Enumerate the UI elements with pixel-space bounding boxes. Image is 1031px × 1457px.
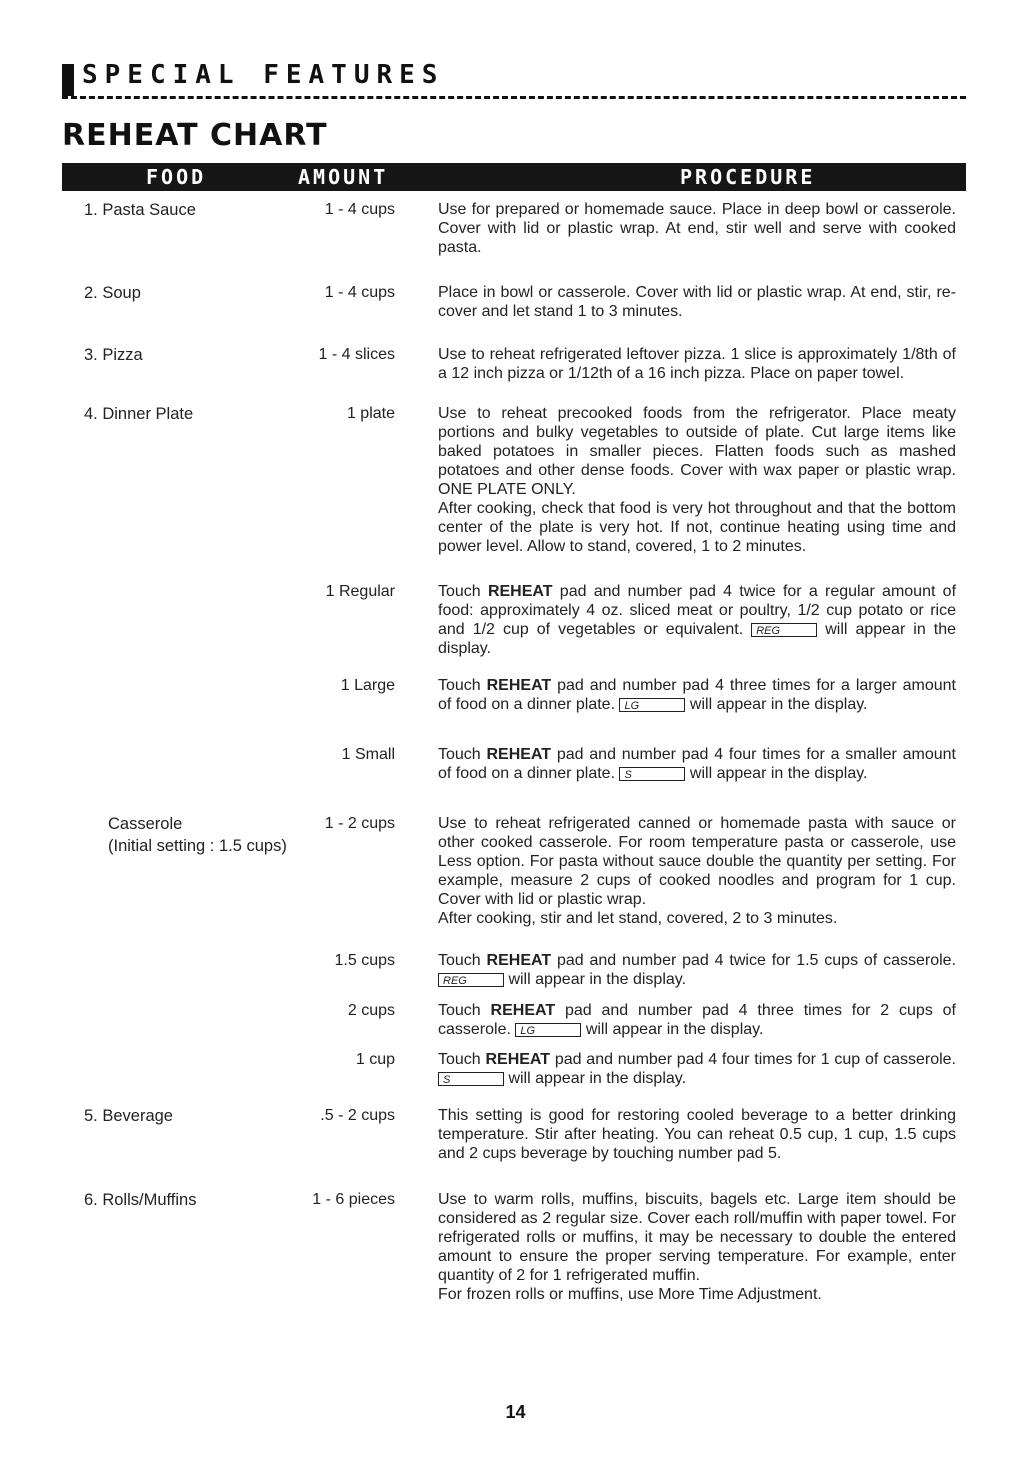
- table-header: [62, 163, 966, 191]
- procedure-cell: Place in bowl or casserole. Cover with lid or plastic wrap. At end, stir, re-cover and let stand 1 to 3 minutes.: [438, 284, 956, 320]
- food-cell: 1. Pasta Sauce: [84, 201, 196, 219]
- procedure-text: pad and number pad 4 three times for 2 cups of casserole.: [438, 1002, 957, 1038]
- procedure-text: Touch: [438, 1002, 491, 1019]
- page-number: 14: [505, 1402, 526, 1422]
- procedure-text: will appear in the display.: [581, 1021, 764, 1038]
- amount-cell: 2 cups: [347, 1002, 395, 1019]
- procedure-cell: [438, 676, 956, 714]
- procedure-paragraph: Use to warm rolls, muffins, biscuits, bagels etc. Large item should be considered as 2 regular size. Cover each roll/muffin with paper towel. For refrigerated rolls or muffins, it may be necessary to double the entered amount to ensure the proper serving temperature. For example, enter quantity of 2 for 1 refrigerated muffin.: [438, 1191, 956, 1284]
- section-marker: [62, 64, 74, 96]
- procedure-cell: [438, 582, 956, 658]
- procedure-text: Touch: [438, 583, 488, 600]
- amount-cell: 1 - 4 cups: [324, 284, 395, 301]
- procedure-text: pad and number pad 4 four times for 1 cup of casserole.: [550, 1051, 956, 1068]
- procedure-cell: [438, 1001, 956, 1039]
- procedure-text: will appear in the display.: [504, 1070, 687, 1087]
- food-note: (Initial setting : 1.5 cups): [108, 837, 287, 855]
- amount-cell: 1 - 4 cups: [324, 201, 395, 218]
- procedure-paragraph: After cooking, check that food is very hot throughout and that the bottom center of the plate is very hot. If not, continue heating using time and power level. Allow to stand, covered, 1 to 2 minutes.: [438, 500, 956, 555]
- amount-cell: 1.5 cups: [334, 952, 395, 969]
- amount-cell: 1 Large: [340, 677, 395, 694]
- procedure-cell: [438, 745, 956, 783]
- section-title: SPECIAL FEATURES: [82, 60, 445, 90]
- amount-cell: 1 - 6 pieces: [312, 1191, 395, 1208]
- amount-cell: .5 - 2 cups: [320, 1107, 395, 1124]
- food-cell: 6. Rolls/Muffins: [84, 1191, 197, 1209]
- chart-title: REHEAT CHART: [62, 118, 328, 153]
- procedure-cell: [438, 1190, 956, 1304]
- procedure-cell: [438, 1050, 956, 1088]
- procedure-text: Touch: [438, 1051, 486, 1068]
- amount-cell: 1 - 2 cups: [324, 815, 395, 832]
- header-procedure: PROCEDURE: [680, 165, 816, 189]
- amount-cell: 1 plate: [346, 405, 395, 422]
- procedure-cell: Use for prepared or homemade sauce. Place in deep bowl or casserole. Cover with lid or plastic wrap. At end, stir well and serve with cooked pasta.: [438, 201, 956, 256]
- procedure-text: pad and number pad 4 twice for 1.5 cups of casserole.: [551, 952, 957, 969]
- procedure-text: pad and number pad 4 twice for a regular amount of food: approximately 4 oz. sliced meat or poultry, 1/2 cup potato or rice and 1/2 cup of vegetables or equivalent.: [438, 583, 957, 638]
- reheat-key-label: REHEAT: [486, 746, 552, 763]
- amount-cell: 1 Regular: [325, 583, 395, 600]
- procedure-text: Touch: [438, 746, 487, 763]
- food-cell: 4. Dinner Plate: [84, 405, 194, 423]
- display-indicator: REG: [438, 973, 504, 987]
- display-indicator: REG: [751, 623, 817, 637]
- reheat-key-label: REHEAT: [490, 1002, 556, 1019]
- procedure-cell: This setting is good for restoring cooled beverage to a better drinking temperature. Stir after heating. You can reheat 0.5 cup, 1 cup, 1.5 cups and 2 cups beverage by touching number pad 5.: [438, 1107, 956, 1162]
- amount-cell: 1 Small: [341, 746, 395, 763]
- display-indicator: S: [438, 1072, 504, 1086]
- reheat-key-label: REHEAT: [487, 583, 553, 600]
- procedure-paragraph: For frozen rolls or muffins, use More Time Adjustment.: [438, 1286, 822, 1303]
- display-indicator: LG: [619, 698, 685, 712]
- procedure-text: pad and number pad 4 four times for a smaller amount of food on a dinner plate.: [438, 746, 957, 782]
- procedure-cell: [438, 404, 956, 556]
- food-cell: 2. Soup: [84, 284, 141, 302]
- display-indicator: LG: [515, 1023, 581, 1037]
- procedure-text: Touch: [438, 677, 487, 694]
- procedure-paragraph: Use to reheat refrigerated canned or homemade pasta with sauce or other cooked casserole. For room temperature pasta or casserole, use Less option. For pasta without sauce double the quantity per setting. For example, measure 2 cups of cooked noodles and program for 1 cup. Cover with lid or plastic wrap.: [438, 815, 956, 908]
- reheat-key-label: REHEAT: [486, 677, 552, 694]
- amount-cell: 1 cup: [355, 1051, 395, 1068]
- procedure-text: will appear in the display.: [438, 621, 957, 657]
- header-amount: AMOUNT: [298, 165, 389, 189]
- procedure-text: will appear in the display.: [685, 696, 868, 713]
- reheat-key-label: REHEAT: [486, 952, 552, 969]
- procedure-paragraph: After cooking, stir and let stand, covered, 2 to 3 minutes.: [438, 910, 838, 927]
- procedure-text: pad and number pad 4 three times for a larger amount of food on a dinner plate.: [438, 677, 957, 713]
- procedure-text: will appear in the display.: [685, 765, 868, 782]
- header-food: FOOD: [146, 165, 207, 189]
- amount-cell: 1 - 4 slices: [318, 346, 395, 363]
- reheat-key-label: REHEAT: [485, 1051, 551, 1068]
- procedure-text: will appear in the display.: [504, 971, 687, 988]
- procedure-cell: [438, 814, 956, 928]
- procedure-paragraph: Use to reheat precooked foods from the refrigerator. Place meaty portions and bulky vegetables to outside of plate. Cut large items like baked potatoes in smaller pieces. Flatten foods such as mashed potatoes and other dense foods. Cover with wax paper or plastic wrap. ONE PLATE ONLY.: [438, 405, 956, 498]
- procedure-text: Touch: [438, 952, 487, 969]
- food-cell: 5. Beverage: [84, 1107, 173, 1125]
- food-cell: Casserole: [108, 815, 183, 833]
- display-indicator: S: [619, 767, 685, 781]
- section-divider: [62, 96, 966, 99]
- procedure-cell: Use to reheat refrigerated leftover pizza. 1 slice is approximately 1/8th of a 12 inch pizza or 1/12th of a 16 inch pizza. Place on paper towel.: [438, 346, 956, 382]
- food-cell: 3. Pizza: [84, 346, 143, 364]
- procedure-cell: [438, 951, 956, 989]
